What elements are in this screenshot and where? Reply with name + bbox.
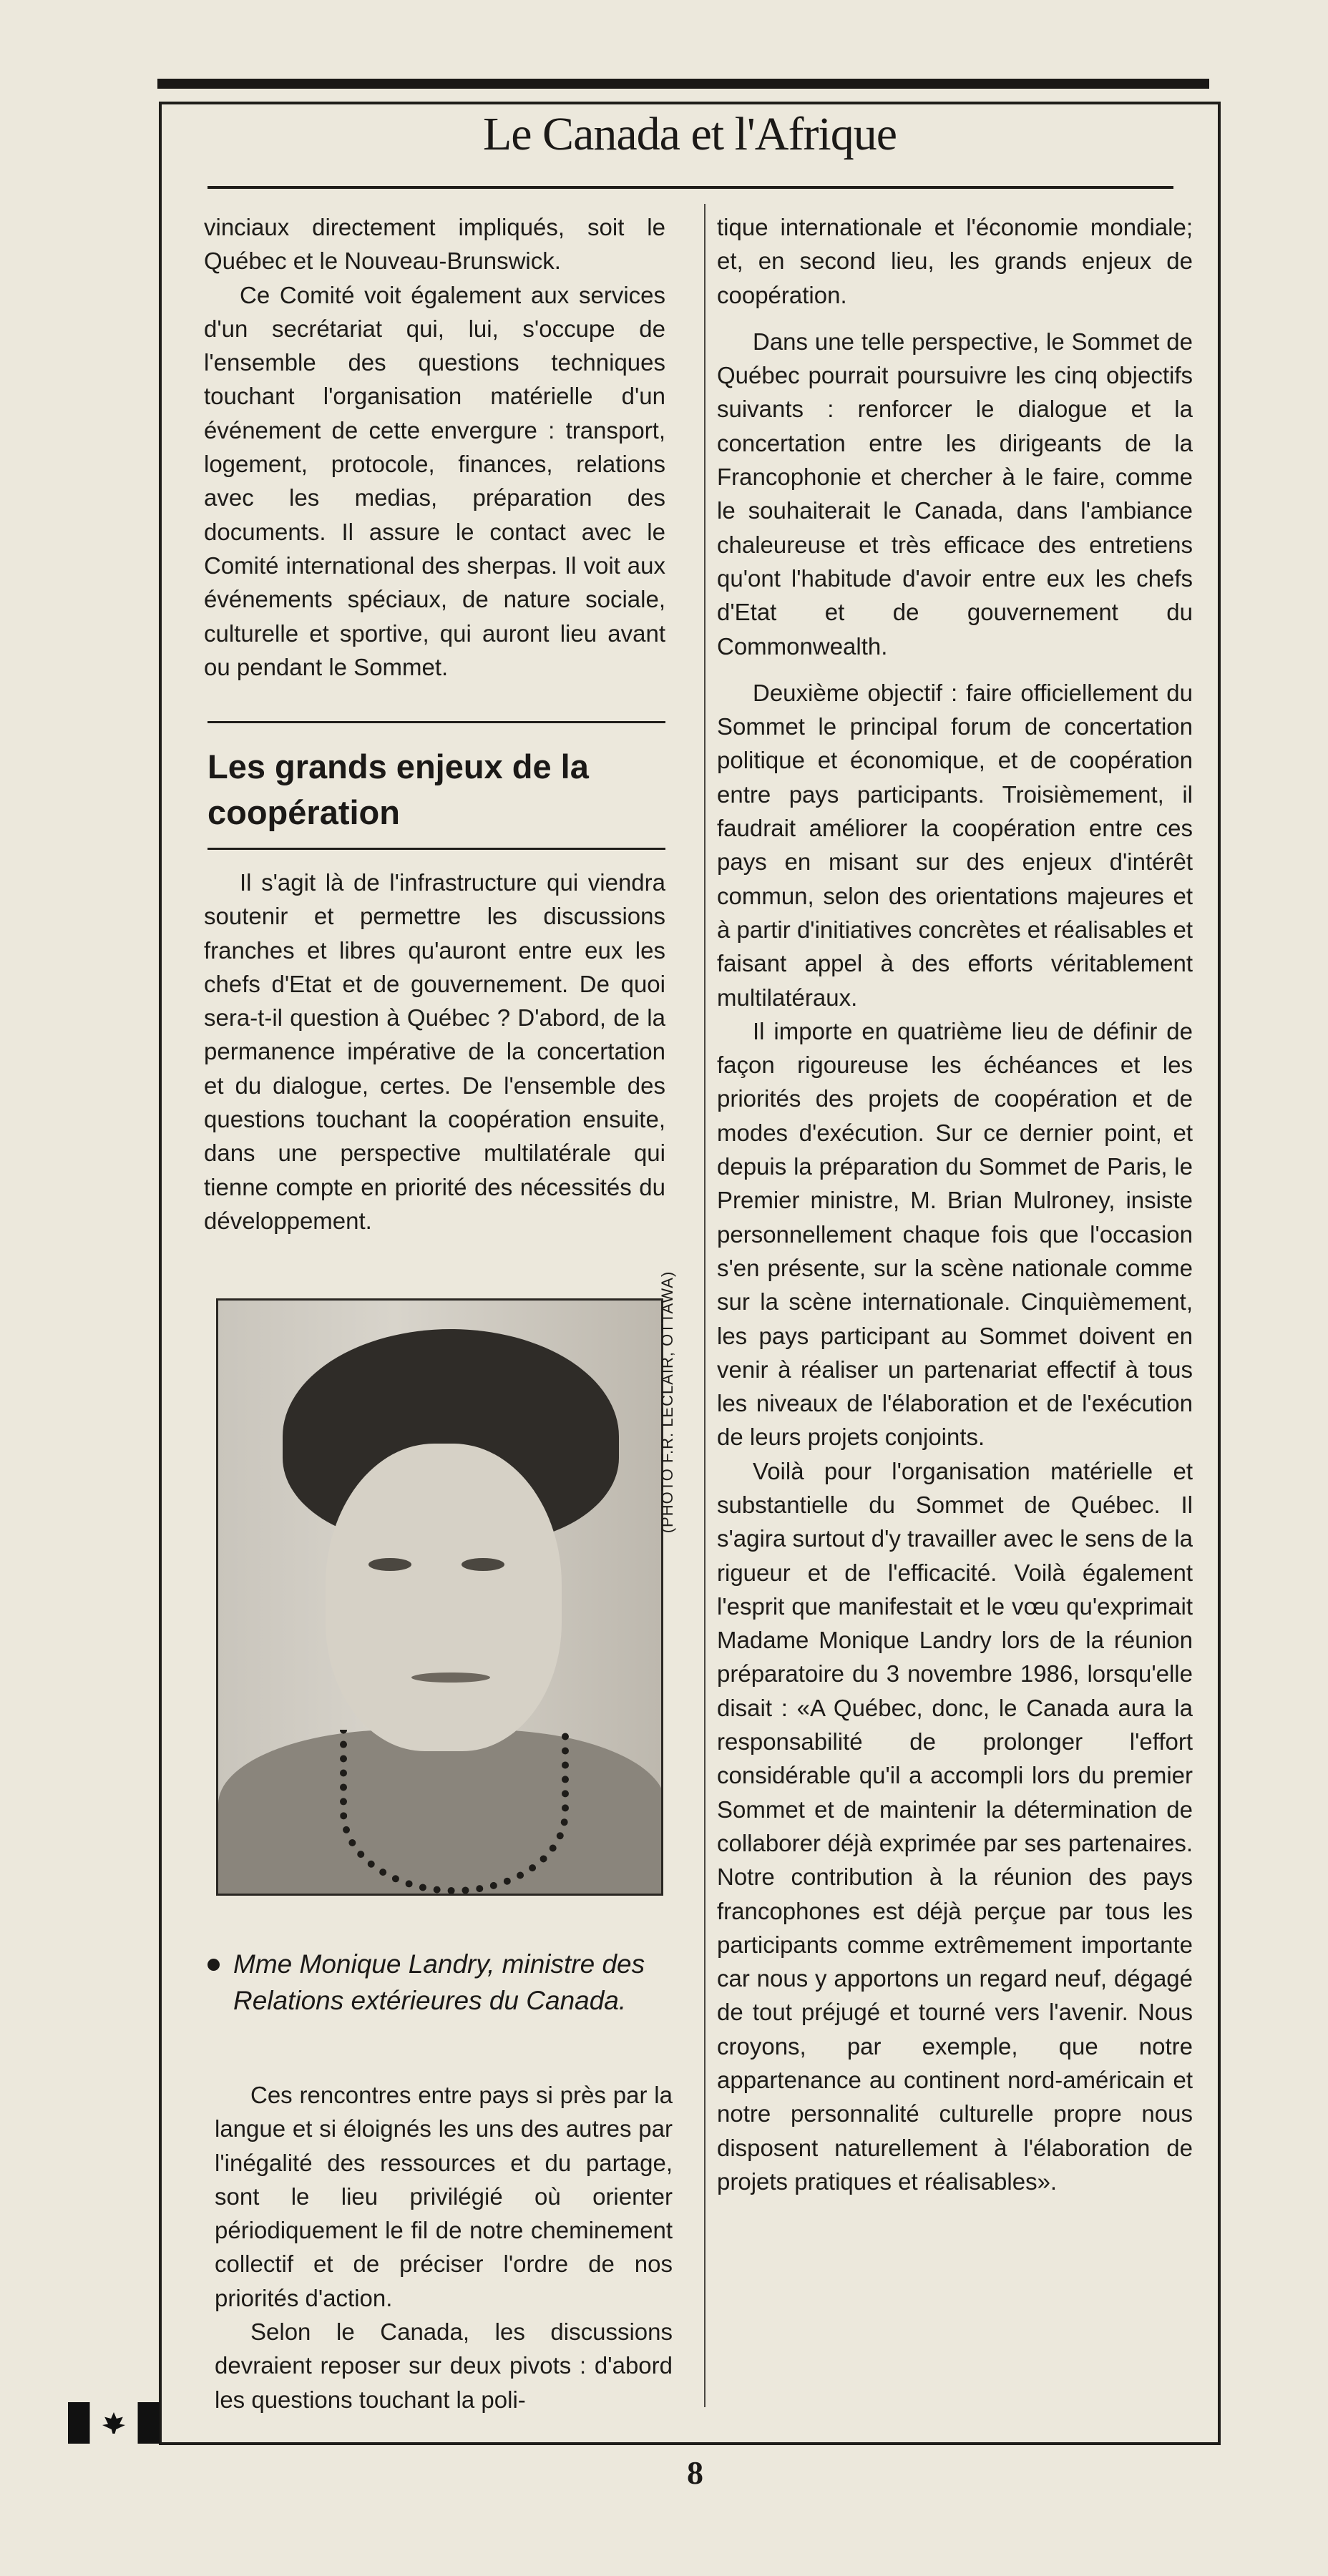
- paragraph: Il importe en quatrième lieu de définir de façon rigoureuse les échéances et les priorités des projets de coopération et de modes d'exécution. Sur ce dernier point, et depuis la préparation du Sommet de Paris, le Premier ministre, M. Brian Mulroney, insiste personnellement chaque fois que l'occasion s'en présente, sur la scène nationale comme sur la scène internationale. Cinquièmement, les pays participant au Sommet doivent en venir à réaliser un partenariat effectif à tous les niveaux de l'élaboration et de l'exécution de leurs projets conjoints.: [717, 1017, 1193, 1451]
- paragraph: Ce Comité voit également aux services d'un secrétariat qui, lui, s'occupe de l'ensemble des questions techniques touchant l'organisation matérielle d'un événement de cette envergure : transport, logement, protocole, finances, relations avec les medias, préparation des documents. Il assure le contact avec le Comité international des sherpas. Il voit aux événements spéciaux, de nature sociale, culturelle et sportive, qui auront lieu avant ou pendant le Sommet.: [204, 281, 665, 680]
- right-column: [717, 210, 1193, 2198]
- paragraph: Dans une telle perspective, le Sommet de Québec pourrait poursuivre les cinq objectifs suivants : renforcer le dialogue et la concertation entre les dirigeants de la Francophonie et chercher à le faire, comme le souhaiterait le Canada, dans l'ambiance chaleureuse et très efficace des entretiens qu'ont l'habitude d'avoir entre eux les chefs d'Etat et de gouvernement du Commonwealth.: [717, 328, 1193, 660]
- top-bar: [157, 79, 1209, 89]
- photo-eye: [462, 1558, 504, 1571]
- section-rule-top: [208, 721, 665, 723]
- paragraph: tique internationale et l'économie mondiale; et, en second lieu, les grands enjeux de coopération.: [717, 214, 1193, 308]
- paragraph: Ces rencontres entre pays si près par la langue et si éloignés les uns des autres par l'inégalité des ressources et du partage, sont le lieu privilégié où orienter périodiquement le fil de notre cheminement collectif et de préciser l'ordre de nos priorités d'action.: [215, 2082, 673, 2311]
- photo-eye: [368, 1558, 411, 1571]
- photo-necklace: [340, 1730, 569, 1894]
- page-title: Le Canada et l'Afrique: [482, 108, 897, 160]
- photo-face: [326, 1444, 562, 1751]
- column-divider: [704, 204, 706, 2407]
- section-heading: Les grands enjeux de la coopération: [208, 748, 589, 831]
- photo-credit: (PHOTO F.R. LECLAIR, OTTAWA): [658, 1270, 676, 1534]
- photo-mouth: [411, 1673, 490, 1683]
- paragraph: Deuxième objectif : faire officiellement du Sommet le principal forum de concertation politique et économique, et de coopération entre pays participants. Troisièmement, il faudrait améliorer la coopération entre ces pays en misant sur des enjeux d'intérêt commun, selon des orientations majeures et à partir d'initiatives concrètes et réalisables et faisant appel à des efforts véritablement multilatéraux.: [717, 679, 1193, 1011]
- left-column-bottom: [215, 2078, 673, 2416]
- left-column-top: [204, 210, 665, 684]
- left-column-middle: [204, 866, 665, 1238]
- page-number: 8: [687, 2454, 703, 2491]
- canada-flag-icon: [68, 2402, 160, 2444]
- paragraph: vinciaux directement impliqués, soit le Québec et le Nouveau-Brunswick.: [204, 214, 665, 275]
- photo-caption: [215, 1946, 665, 2019]
- section-rule-bottom: [208, 848, 665, 850]
- bullet-icon: [208, 1959, 220, 1971]
- header-rule: [208, 186, 1173, 189]
- caption-text: Mme Monique Landry, ministre des Relations extérieures du Canada.: [233, 1949, 645, 2015]
- paragraph: Voilà pour l'organisation matérielle et substantielle du Sommet de Québec. Il s'agira surtout d'y travailler avec le sens de la rigueur et de l'efficacité. Voilà également l'esprit que manifestait et le vœu qu'exprimait Madame Monique Landry lors de la réunion préparatoire du 3 novembre 1986, lorsqu'elle disait : «A Québec, donc, le Canada aura la responsabilité de prolonger l'effort considérable qu'il a accompli lors du premier Sommet et de maintenir la détermination de collaborer déjà exprimée par ses partenaires. Notre contribution à la réunion des pays francophones est déjà perçue par tous les participants comme extrêmement importante car nous y apportons un regard neuf, dégagé de tout préjugé et tourné vers l'avenir. Nous croyons, par exemple, que notre appartenance au continent nord-américain et notre personnalité culturelle propre nous disposent naturellement à l'élaboration de projets pratiques et réalisables».: [717, 1457, 1193, 2195]
- portrait-photo: [216, 1298, 663, 1896]
- maple-leaf-icon: [102, 2412, 125, 2434]
- paragraph: Il s'agit là de l'infrastructure qui viendra soutenir et permettre les discussions franches et libres qu'auront entre eux les chefs d'Etat et de gouvernement. De quoi sera-t-il question à Québec ? D'abord, de la permanence impérative de la concertation et du dialogue, certes. De l'ensemble des questions touchant la coopération ensuite, dans une perspective multilatérale qui tienne compte en priorité des nécessités du développement.: [204, 869, 665, 1234]
- paragraph: Selon le Canada, les discussions devraient reposer sur deux pivots : d'abord les questions touchant la poli-: [215, 2318, 673, 2413]
